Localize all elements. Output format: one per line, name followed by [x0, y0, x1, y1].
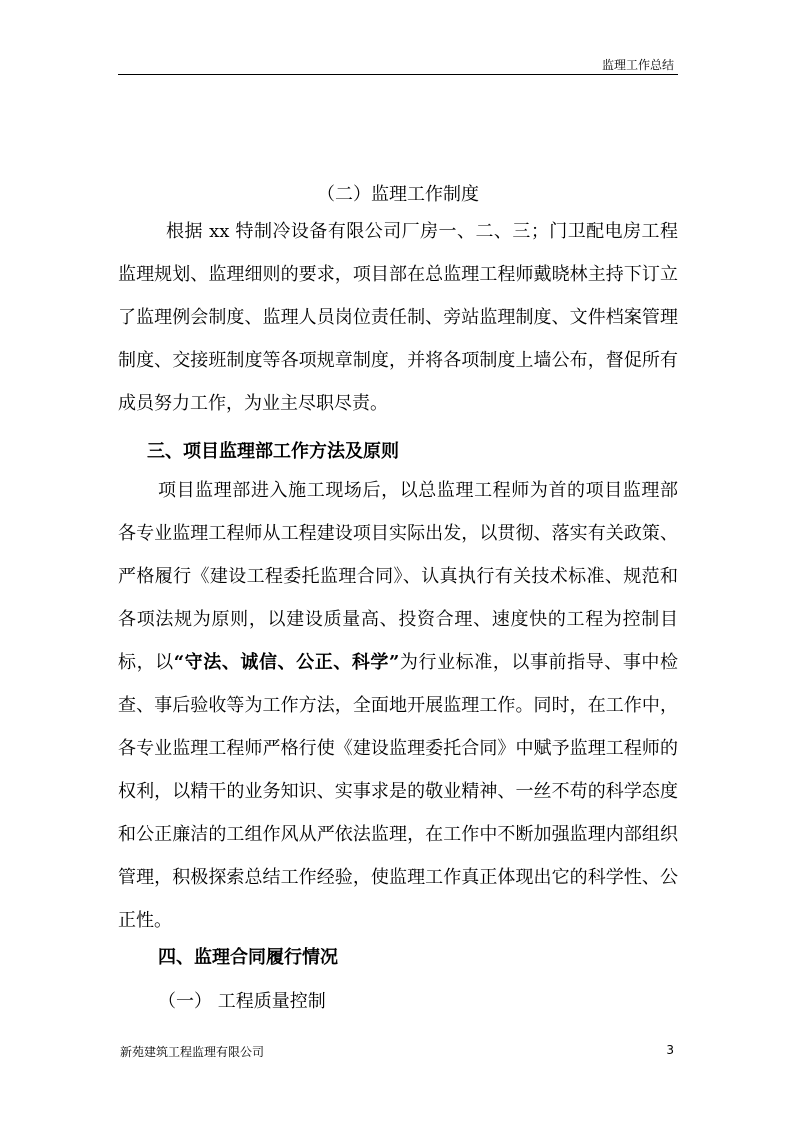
page-number: 3: [666, 1043, 674, 1057]
subheading-quality-control: （一） 工程质量控制: [158, 991, 326, 1012]
paragraph-supervision-system: 根据 xx 特制冷设备有限公司厂房一、二、三；门卫配电房工程监理规划、监理细则的要求，项目部在总监理工程师戴晓林主持下订立了监理例会制度、监理人员岗位责任制、旁站监理制度、文件档案管理制度、交接班制度等各项规章制度，并将各项制度上墙公布，督促所有成员努力工作，为业主尽职尽责。: [118, 221, 678, 414]
footer-company: 新苑建筑工程监理有限公司: [120, 1045, 265, 1059]
heading-contract-performance: 四、监理合同履行情况: [158, 947, 338, 968]
paragraph-methods-principles: [118, 469, 678, 942]
heading-methods-principles: 三、项目监理部工作方法及原则: [147, 441, 399, 462]
paragraph-text-after: 为行业标准，以事前指导、事中检查、事后验收等为工作方法，全面地开展监理工作。同时，在工作中，各专业监理工程师严格行使《建设监理委托合同》中赋予监理工程师的权利，以精干的业务知识、实事求是的敬业精神、一丝不苟的科学态度和公正廉洁的工组作风从严依法监理，在工作中不断加强监理内部组织管理，积极探索总结工作经验，使监理工作真正体现出它的科学性、公正性。: [118, 652, 678, 931]
page-header: [118, 52, 678, 75]
running-title: 监理工作总结: [601, 58, 674, 72]
section-title-supervision-system: （二）监理工作制度: [317, 184, 479, 205]
paragraph-emphasis-standards: “守法、诚信、公正、科学”: [173, 652, 400, 673]
page-footer: [118, 1043, 678, 1061]
paragraph-text-before: 项目监理部进入施工现场后，以总监理工程师为首的项目监理部各专业监理工程师从工程建设项目实际出发，以贯彻、落实有关政策、严格履行《建设工程委托监理合同》、认真执行有关技术标准、规范和各项法规为原则，以建设质量高、投资合理、速度快的工程为控制目标，以: [118, 480, 678, 673]
